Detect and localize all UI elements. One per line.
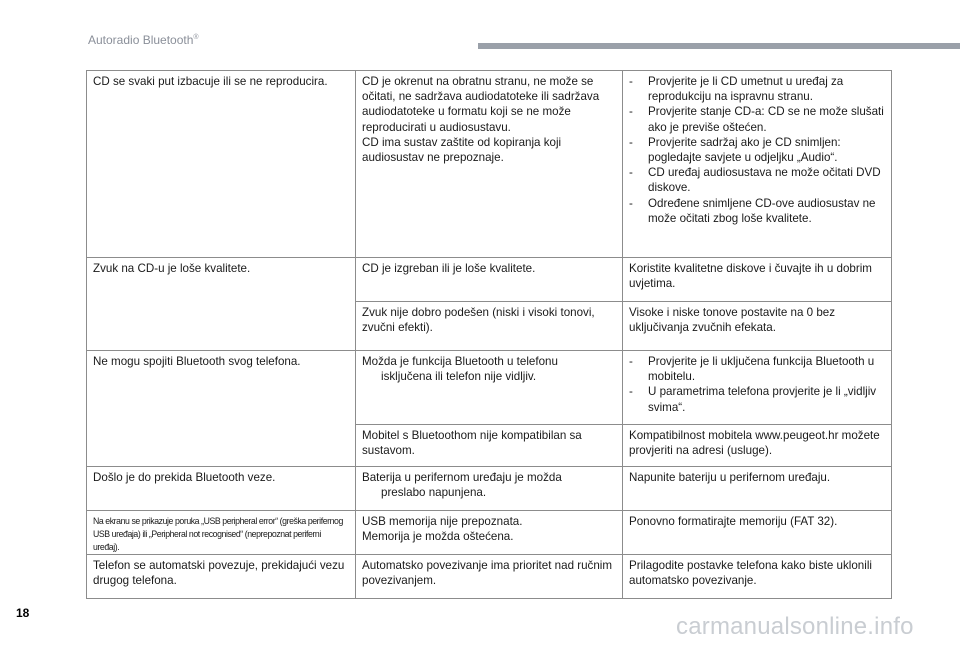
page-header-title bbox=[88, 33, 199, 47]
cause-cell: Automatsko povezivanje ima prioritet nad ručnim povezivanjem. bbox=[356, 555, 623, 599]
problem-cell: Zvuk na CD-u je loše kvalitete. bbox=[87, 258, 356, 351]
problem-cell bbox=[87, 511, 356, 555]
solution-item bbox=[629, 354, 885, 384]
solution-item bbox=[629, 384, 885, 414]
cause-cell bbox=[356, 511, 623, 555]
solution-item-text: CD uređaj audiosustava ne može očitati DVD diskove. bbox=[648, 166, 881, 195]
cause-cell: Mobitel s Bluetoothom nije kompatibilan sa sustavom. bbox=[356, 425, 623, 467]
table-row bbox=[87, 467, 892, 511]
dash-bullet: - bbox=[629, 355, 633, 368]
solution-item-text: Provjerite stanje CD-a: CD se ne može slušati ako je previše oštećen. bbox=[648, 105, 884, 134]
solution-cell: Kompatibilnost mobitela www.peugeot.hr možete provjeriti na adresi (usluge). bbox=[623, 425, 892, 467]
problem-cell: Došlo je do prekida Bluetooth veze. bbox=[87, 467, 356, 511]
solution-cell: Napunite bateriju u perifernom uređaju. bbox=[623, 467, 892, 511]
solution-cell bbox=[623, 71, 892, 258]
cause-cell bbox=[356, 467, 623, 511]
problem-cell: Ne mogu spojiti Bluetooth svog telefona. bbox=[87, 351, 356, 467]
solution-item bbox=[629, 165, 885, 195]
problem-cell: Telefon se automatski povezuje, prekidajući vezu drugog telefona. bbox=[87, 555, 356, 599]
cause-continuation: isključena ili telefon nije vidljiv. bbox=[381, 370, 537, 384]
table-row bbox=[87, 511, 892, 555]
header-title-registered: ® bbox=[193, 34, 199, 41]
cause-line: CD je okrenut na obratnu stranu, ne može se očitati, ne sadržava audiodatoteke ili sadržava audiodatoteke u formatu koji se ne može reproducirati u audiosustavu. bbox=[362, 75, 600, 134]
table-row bbox=[87, 351, 892, 425]
solution-item-text: Provjerite sadržaj ako je CD snimljen: pogledajte savjete u odjeljku „Audio“. bbox=[648, 135, 841, 165]
cause-cell bbox=[356, 71, 623, 258]
solution-item-text: Provjerite je li CD umetnut u uređaj za reprodukciju na ispravnu stranu. bbox=[648, 75, 844, 104]
solution-cell: Visoke i niske tonove postavite na 0 bez uključivanja zvučnih efekata. bbox=[623, 302, 892, 351]
solution-cell: Koristite kvalitetne diskove i čuvajte ih u dobrim uvjetima. bbox=[623, 258, 892, 302]
solution-item bbox=[629, 74, 885, 104]
table-row bbox=[87, 258, 892, 302]
solution-cell: Ponovno formatirajte memoriju (FAT 32). bbox=[623, 511, 892, 555]
solution-item bbox=[629, 196, 885, 226]
cause-cell: Zvuk nije dobro podešen (niski i visoki tonovi, zvučni efekti). bbox=[356, 302, 623, 351]
cause-first-line: Baterija u perifernom uređaju je možda bbox=[362, 471, 562, 484]
table-row bbox=[87, 71, 892, 258]
troubleshooting-table bbox=[86, 70, 892, 599]
solution-item bbox=[629, 104, 885, 134]
dash-bullet: - bbox=[629, 385, 633, 399]
solution-item-text: U parametrima telefona provjerite je li „vidljiv svima“. bbox=[648, 385, 877, 414]
solution-item-text: Provjerite je li uključena funkcija Bluetooth u mobitelu. bbox=[648, 355, 875, 384]
solution-item bbox=[629, 135, 885, 165]
solution-list bbox=[629, 354, 885, 415]
usb-error-message-text: Na ekranu se prikazuje poruka „USB peripheral error“ (greška perifernog USB uređaja) ili „Peripheral not recognised“ (neprepoznat periferni uređaj). bbox=[93, 515, 343, 552]
header-decorative-bar bbox=[478, 43, 960, 49]
solution-cell bbox=[623, 351, 892, 425]
solution-item-text: Određene snimljene CD-ove audiosustav ne može očitati zbog loše kvalitete. bbox=[648, 196, 876, 225]
solution-cell: Prilagodite postavke telefona kako biste uklonili automatsko povezivanje. bbox=[623, 555, 892, 599]
cause-continuation: preslabo napunjena. bbox=[381, 486, 487, 500]
dash-bullet: - bbox=[629, 166, 633, 180]
cause-cell bbox=[356, 351, 623, 425]
table-row bbox=[87, 555, 892, 599]
site-watermark: carmanualsonline.info bbox=[676, 613, 914, 640]
problem-cell: CD se svaki put izbacuje ili se ne reproducira. bbox=[87, 71, 356, 258]
header-title-text: Autoradio Bluetooth bbox=[88, 33, 194, 47]
cause-first-line: Možda je funkcija Bluetooth u telefonu bbox=[362, 355, 558, 368]
cause-cell: CD je izgreban ili je loše kvalitete. bbox=[356, 258, 623, 302]
dash-bullet: - bbox=[629, 196, 633, 210]
dash-bullet: - bbox=[629, 135, 633, 149]
page-number: 18 bbox=[16, 606, 30, 620]
cause-line: CD ima sustav zaštite od kopiranja koji audiosustav ne prepoznaje. bbox=[362, 135, 562, 165]
cause-line: Memorija je možda oštećena. bbox=[362, 530, 514, 544]
solution-list bbox=[629, 74, 885, 226]
dash-bullet: - bbox=[629, 105, 633, 119]
cause-line: USB memorija nije prepoznata. bbox=[362, 515, 523, 528]
dash-bullet: - bbox=[629, 75, 633, 88]
